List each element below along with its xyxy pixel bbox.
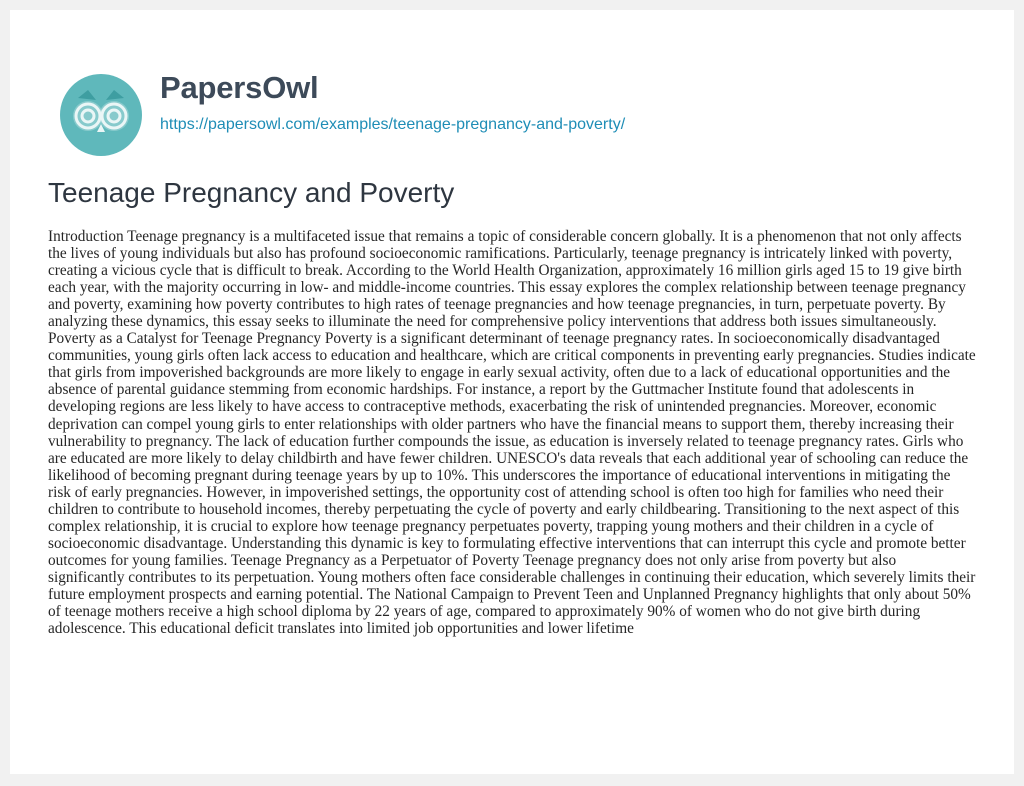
owl-logo-icon [58, 72, 144, 158]
brand-name: PapersOwl [160, 70, 319, 105]
site-header [10, 10, 1014, 165]
essay-title: Teenage Pregnancy and Poverty [48, 177, 455, 208]
essay-url-link[interactable]: https://papersowl.com/examples/teenage-pregnancy-and-poverty/ [160, 116, 626, 133]
document-page [10, 10, 1014, 774]
essay-body: Introduction Teenage pregnancy is a multifaceted issue that remains a topic of considerable concern globally. It is a phenomenon that not only affects the lives of young individuals but also has profound socioeconomic ramifications. Particularly, teenage pregnancy is intricately linked with poverty, creating a vicious cycle that is difficult to break. According to the World Health Organization, approximately 16 million girls aged 15 to 19 give birth each year, with the majority occurring in low- and middle-income countries. This essay explores the complex relationship between teenage pregnancy and poverty, examining how poverty contributes to high rates of teenage pregnancies and how teenage pregnancies, in turn, perpetuate poverty. By analyzing these dynamics, this essay seeks to illuminate the need for comprehensive policy interventions that address both issues simultaneously. Poverty as a Catalyst for Teenage Pregnancy Poverty is a significant determinant of teenage pregnancy rates. In socioeconomically disadvantaged communities, young girls often lack access to education and healthcare, which are critical components in preventing early pregnancies. Studies indicate that girls from impoverished backgrounds are more likely to engage in early sexual activity, often due to a lack of educational opportunities and the absence of parental guidance stemming from economic hardships. For instance, a report by the Guttmacher Institute found that adolescents in developing regions are less likely to have access to contraceptive methods, exacerbating the risk of unintended pregnancies. Moreover, economic deprivation can compel young girls to enter relationships with older partners who have the financial means to support them, thereby increasing their vulnerability to pregnancy. The lack of education further compounds the issue, as education is inversely related to teenage pregnancy rates. Girls who are educated are more likely to delay childbirth and have fewer children. UNESCO's data reveals that each additional year of schooling can reduce the likelihood of becoming pregnant during teenage years by up to 10%. This underscores the importance of educational interventions in mitigating the risk of early pregnancies. However, in impoverished settings, the opportunity cost of attending school is often too high for families who need their children to contribute to household incomes, thereby perpetuating the cycle of poverty and early childbearing. Transitioning to the next aspect of this complex relationship, it is crucial to explore how teenage pregnancy perpetuates poverty, trapping young mothers and their children in a cycle of socioeconomic disadvantage. Understanding this dynamic is key to formulating effective interventions that can interrupt this cycle and promote better outcomes for young families. Teenage Pregnancy as a Perpetuator of Poverty Teenage pregnancy does not only arise from poverty but also significantly contributes to its perpetuation. Young mothers often face considerable challenges in continuing their education, which severely limits their future employment prospects and earning potential. The National Campaign to Prevent Teen and Unplanned Pregnancy highlights that only about 50% of teenage mothers receive a high school diploma by 22 years of age, compared to approximately 90% of women who do not give birth during adolescence. This educational deficit translates into limited job opportunities and lower lifetime [48, 228, 976, 638]
